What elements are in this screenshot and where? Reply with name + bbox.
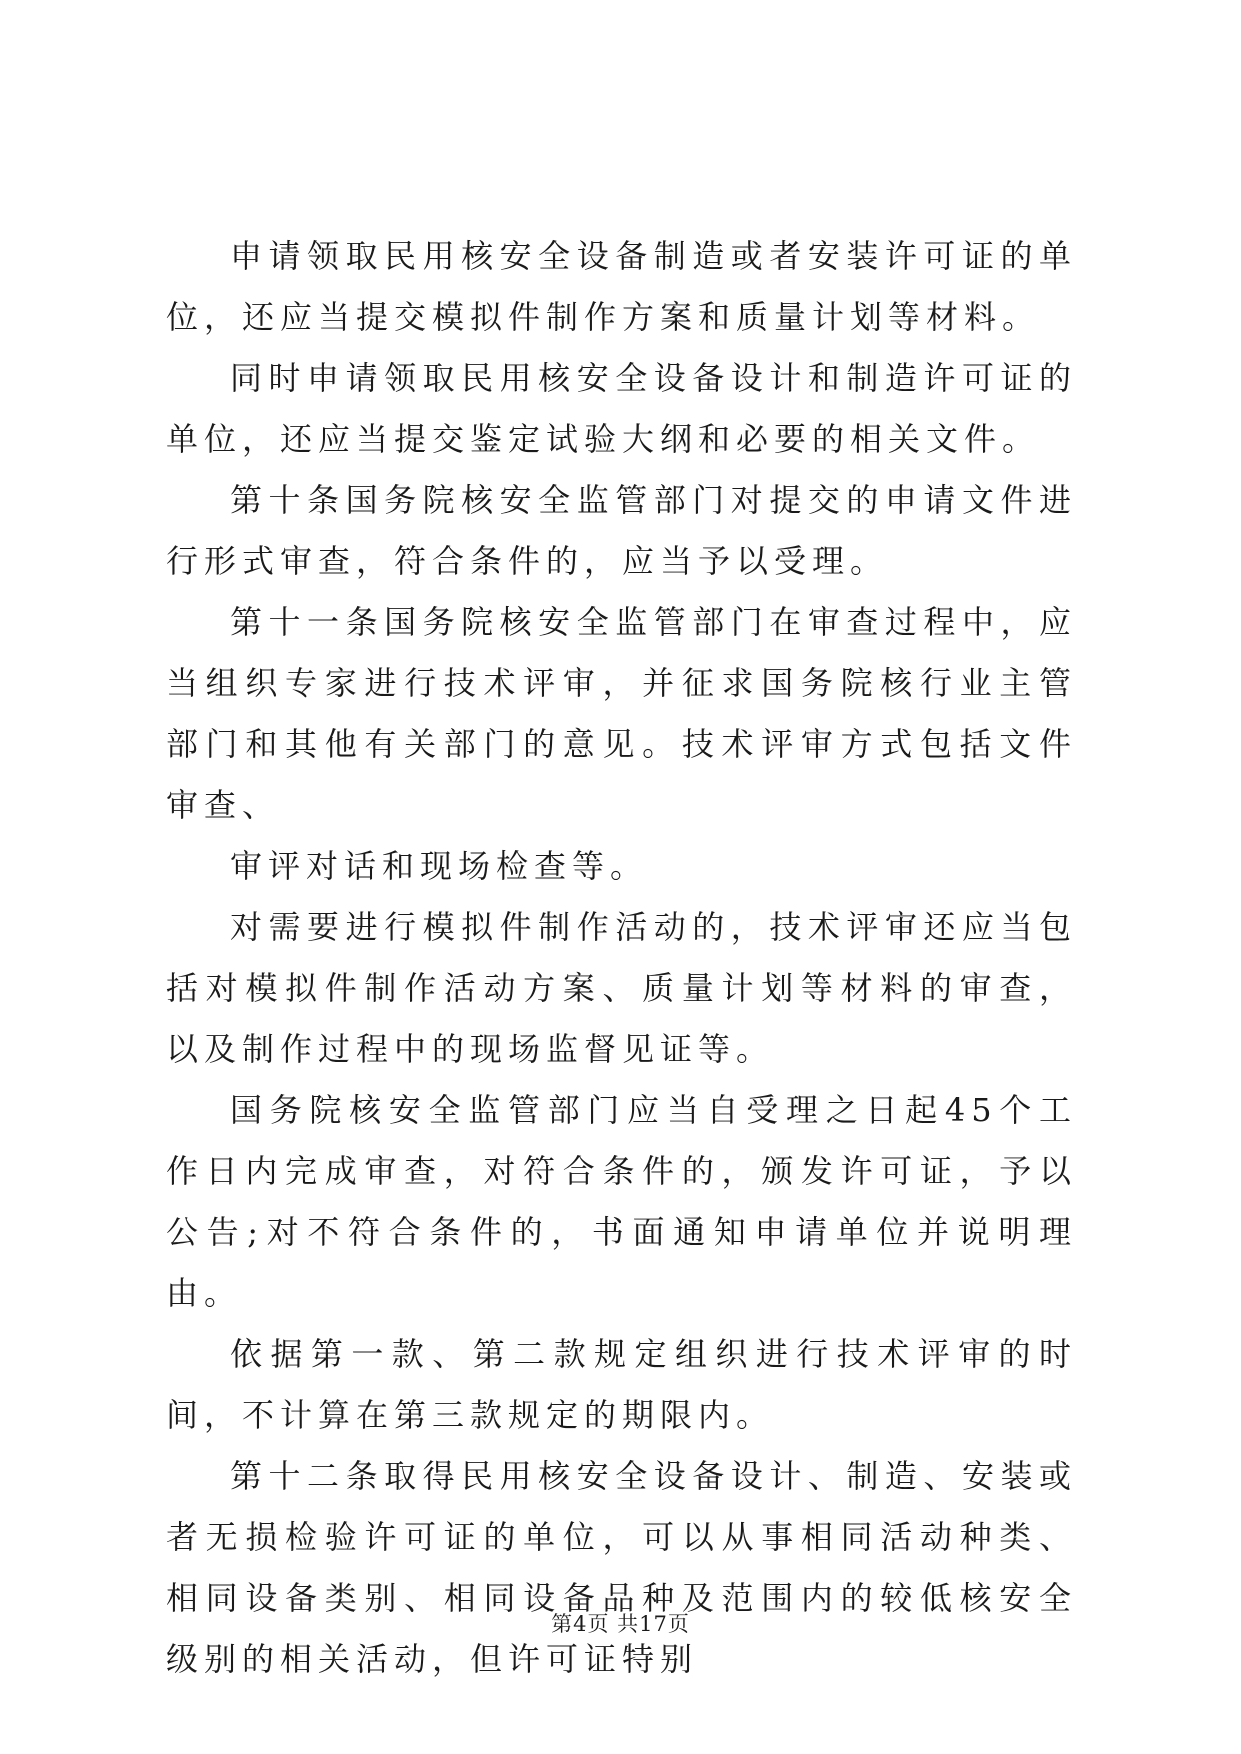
page-footer: 第4页 共17页 bbox=[551, 1612, 690, 1636]
paragraph: 国务院核安全监管部门应当自受理之日起45个工作日内完成审查，对符合条件的，颁发许可证，予以公告;对不符合条件的，书面通知申请单位并说明理由。 bbox=[166, 1091, 1077, 1312]
paragraph: 第十条国务院核安全监管部门对提交的申请文件进行形式审查，符合条件的，应当予以受理。 bbox=[166, 481, 1077, 580]
paragraph: 同时申请领取民用核安全设备设计和制造许可证的单位，还应当提交鉴定试验大纲和必要的相关文件。 bbox=[166, 359, 1077, 458]
paragraph: 第十一条国务院核安全监管部门在审查过程中，应当组织专家进行技术评审，并征求国务院核行业主管部门和其他有关部门的意见。技术评审方式包括文件审查、 bbox=[166, 603, 1077, 824]
paragraph: 对需要进行模拟件制作活动的，技术评审还应当包括对模拟件制作活动方案、质量计划等材料的审查，以及制作过程中的现场监督见证等。 bbox=[166, 908, 1077, 1068]
paragraph: 第十二条取得民用核安全设备设计、制造、安装或者无损检验许可证的单位，可以从事相同活动种类、相同设备类别、相同设备品种及范围内的较低核安全级别的相关活动，但许可证特别 bbox=[166, 1457, 1077, 1678]
paragraph: 依据第一款、第二款规定组织进行技术评审的时间，不计算在第三款规定的期限内。 bbox=[166, 1335, 1077, 1434]
document-body bbox=[166, 226, 1077, 1690]
paragraph: 审评对话和现场检查等。 bbox=[230, 847, 649, 885]
paragraph: 申请领取民用核安全设备制造或者安装许可证的单位，还应当提交模拟件制作方案和质量计划等材料。 bbox=[166, 237, 1077, 336]
